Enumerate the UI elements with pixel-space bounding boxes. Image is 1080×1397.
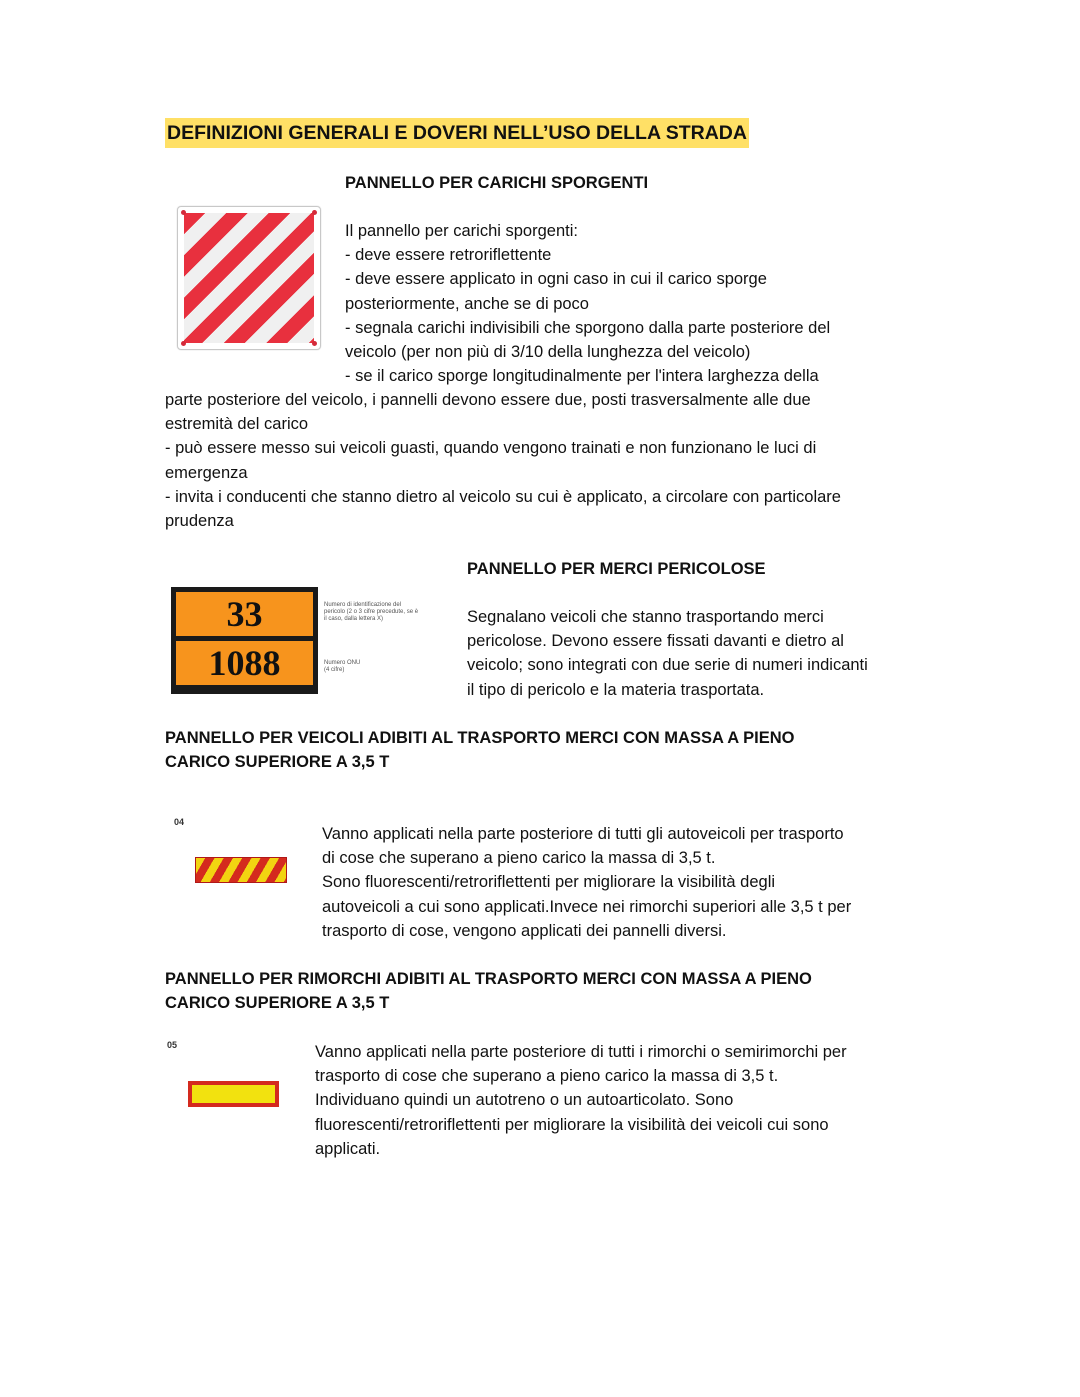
text-line: il tipo di pericolo e la materia trasportata. (467, 680, 765, 699)
section3-heading (165, 726, 794, 774)
section4-heading (165, 967, 812, 1015)
section4-text (315, 1040, 847, 1161)
text-line: Individuano quindi un autotreno o un autoarticolato. Sono (315, 1091, 734, 1110)
panel-rivet (181, 341, 186, 346)
un-number-note: Numero ONU (4 cifre) (324, 660, 361, 673)
section2-text (467, 605, 868, 702)
heading-line: CARICO SUPERIORE A 3,5 T (165, 994, 390, 1012)
text-line: applicati. (315, 1139, 381, 1158)
panel-rivet (312, 341, 317, 346)
hazard-number-note: Numero di identificazione del pericolo (2 o 3 cifre precedute, se è il caso, dalla lettera X) (324, 602, 419, 622)
un-number: 1088 (176, 641, 313, 685)
section1-text (345, 219, 830, 388)
text-line: posteriormente, anche se di poco (345, 294, 589, 313)
text-line: prudenza (165, 512, 234, 531)
text-line: estremità del carico (165, 415, 309, 434)
text-line: trasporto di cose che superano a pieno carico la massa di 3,5 t. (315, 1067, 779, 1086)
panel-stripes (184, 213, 314, 343)
text-line: veicolo; sono integrati con due serie di numeri indicanti (467, 656, 868, 675)
heading-line: PANNELLO PER VEICOLI ADIBITI AL TRASPORTO MERCI CON MASSA A PIENO (165, 729, 795, 747)
text-line: Segnalano veicoli che stanno trasportando merci (467, 608, 824, 626)
dangerous-goods-panel-image (171, 587, 318, 694)
text-line: pericolose. Devono essere fissati davanti e dietro al (467, 632, 844, 651)
text-line: Vanno applicati nella parte posteriore di tutti gli autoveicoli per trasporto (322, 825, 844, 843)
truck-rear-panel-image (195, 857, 287, 883)
figure-number: 05 (167, 1040, 178, 1050)
figure-number: 04 (174, 817, 185, 827)
hazard-number: 33 (176, 592, 313, 636)
text-line: - deve essere retroriflettente (345, 246, 552, 265)
text-line: - deve essere applicato in ogni caso in cui il carico sporge (345, 270, 767, 289)
text-line: autoveicoli a cui sono applicati.Invece nei rimorchi superiori alle 3,5 t per (322, 897, 852, 916)
text-line: parte posteriore del veicolo, i pannelli devono essere due, posti trasversalmente alle due (165, 391, 811, 409)
page-title: DEFINIZIONI GENERALI E DOVERI NELL’USO DELLA STRADA (165, 118, 749, 148)
heading-line: PANNELLO PER RIMORCHI ADIBITI AL TRASPORTO MERCI CON MASSA A PIENO (165, 970, 812, 988)
text-line: trasporto di cose, vengono applicati dei pannelli diversi. (322, 921, 727, 940)
trailer-rear-panel-image (188, 1081, 279, 1107)
section3-text (322, 822, 851, 943)
text-line: Il pannello per carichi sporgenti: (345, 222, 578, 240)
text-line: - segnala carichi indivisibili che sporgono dalla parte posteriore del (345, 318, 831, 337)
text-line: veicolo (per non più di 3/10 della lunghezza del veicolo) (345, 343, 751, 362)
text-line: Sono fluorescenti/retroriflettenti per migliorare la visibilità degli (322, 873, 776, 892)
heading-line: CARICO SUPERIORE A 3,5 T (165, 753, 390, 771)
text-line: di cose che superano a pieno carico la massa di 3,5 t. (322, 849, 716, 868)
text-line: - invita i conducenti che stanno dietro al veicolo su cui è applicato, a circolare con particolare (165, 487, 841, 506)
text-line: fluorescenti/retroriflettenti per migliorare la visibilità dei veicoli cui sono (315, 1115, 829, 1134)
panel-rivet (312, 210, 317, 215)
section1-text-full (165, 388, 841, 533)
text-line: Vanno applicati nella parte posteriore di tutti i rimorchi o semirimorchi per (315, 1043, 847, 1061)
panel-rivet (181, 210, 186, 215)
text-line: - può essere messo sui veicoli guasti, quando vengono trainati e non funzionano le luci di (165, 439, 817, 458)
text-line: - se il carico sporge longitudinalmente per l'intera larghezza della (345, 367, 819, 386)
overhanging-load-panel-image (177, 206, 321, 350)
text-line: emergenza (165, 463, 248, 482)
section1-heading: PANNELLO PER CARICHI SPORGENTI (345, 174, 649, 192)
section2-heading: PANNELLO PER MERCI PERICOLOSE (467, 560, 766, 578)
